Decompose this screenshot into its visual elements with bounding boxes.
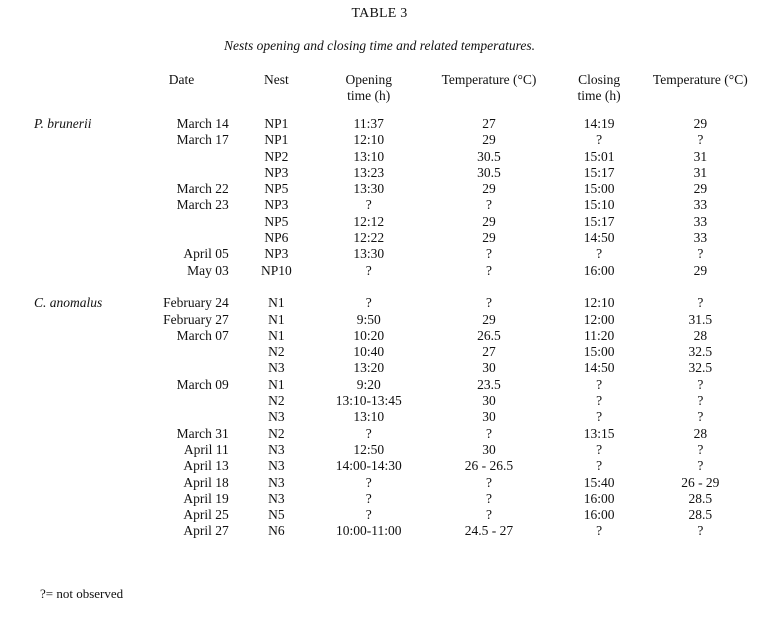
cell-temperature-close: ? bbox=[697, 458, 704, 474]
cell-closing-time: ? bbox=[596, 441, 603, 457]
cell-closing-time: 15:17 bbox=[583, 213, 615, 229]
header-temperature-close: Temperature (°C) bbox=[652, 72, 748, 87]
species-name bbox=[24, 230, 126, 246]
header-opening-line2: time (h) bbox=[347, 88, 391, 103]
species-name bbox=[24, 377, 126, 393]
cell-nest: N2 bbox=[268, 425, 285, 441]
cell-temperature-open: 26 - 26.5 bbox=[464, 458, 514, 474]
cell-nest: NP1 bbox=[264, 132, 289, 148]
cell-nest: NP10 bbox=[261, 262, 292, 278]
cell-nest: N1 bbox=[268, 295, 285, 311]
cell-opening-time: ? bbox=[365, 295, 372, 311]
cell-temperature-open: 29 bbox=[482, 213, 496, 229]
cell-opening-time: 14:00-14:30 bbox=[335, 458, 402, 474]
cell-closing-time: 12:10 bbox=[583, 295, 615, 311]
cell-date: April 19 bbox=[183, 490, 229, 506]
species-name bbox=[24, 344, 126, 360]
cell-opening-time: 12:12 bbox=[353, 213, 385, 229]
table-row bbox=[24, 230, 759, 246]
cell-closing-time: ? bbox=[596, 523, 603, 539]
cell-closing-time: ? bbox=[596, 376, 603, 392]
cell-temperature-open: ? bbox=[485, 246, 492, 262]
cell-date: March 31 bbox=[176, 425, 229, 441]
cell-opening-time: 12:22 bbox=[353, 230, 385, 246]
cell-temperature-close: 26 - 29 bbox=[681, 474, 720, 490]
cell-date bbox=[126, 344, 237, 360]
cell-date: March 22 bbox=[176, 181, 229, 197]
cell-temperature-close: ? bbox=[697, 409, 704, 425]
table-row bbox=[24, 523, 759, 539]
cell-date: March 14 bbox=[176, 116, 229, 131]
species-name bbox=[24, 507, 126, 523]
cell-closing-time: 15:00 bbox=[583, 344, 615, 360]
cell-opening-time: 13:10 bbox=[353, 409, 385, 425]
table-row bbox=[24, 377, 759, 393]
cell-opening-time: ? bbox=[365, 490, 372, 506]
cell-temperature-open: ? bbox=[485, 262, 492, 278]
header-closing-line2: time (h) bbox=[577, 88, 621, 103]
cell-opening-time: 11:37 bbox=[353, 116, 384, 131]
cell-closing-time: 11:20 bbox=[583, 327, 615, 343]
cell-temperature-close: ? bbox=[697, 393, 704, 409]
cell-date: March 07 bbox=[176, 327, 229, 343]
cell-nest: N3 bbox=[268, 441, 285, 457]
species-name bbox=[24, 214, 126, 230]
cell-opening-time: ? bbox=[365, 197, 372, 213]
table-row bbox=[24, 426, 759, 442]
cell-temperature-close: ? bbox=[697, 523, 704, 539]
cell-opening-time: 13:30 bbox=[353, 181, 385, 197]
table-row bbox=[24, 491, 759, 507]
cell-temperature-close: 29 bbox=[693, 181, 708, 197]
cell-nest: NP3 bbox=[264, 197, 289, 213]
cell-opening-time: ? bbox=[365, 507, 372, 523]
cell-opening-time: 9:20 bbox=[356, 376, 381, 392]
cell-opening-time: 10:20 bbox=[353, 327, 385, 343]
cell-temperature-close: 29 bbox=[693, 116, 708, 131]
species-name bbox=[24, 409, 126, 425]
cell-temperature-open: 27 bbox=[482, 344, 496, 360]
table-row bbox=[24, 165, 759, 181]
cell-date: May 03 bbox=[187, 262, 229, 278]
cell-date bbox=[126, 165, 237, 181]
cell-temperature-open: ? bbox=[485, 197, 492, 213]
cell-closing-time: 15:17 bbox=[583, 164, 615, 180]
species-name bbox=[24, 458, 126, 474]
table-row bbox=[24, 132, 759, 148]
table-row bbox=[24, 116, 759, 132]
cell-date: April 13 bbox=[183, 458, 229, 474]
cell-temperature-close: 33 bbox=[693, 230, 708, 246]
table-row bbox=[24, 442, 759, 458]
cell-temperature-open: ? bbox=[485, 507, 492, 523]
cell-opening-time: 12:10 bbox=[353, 132, 385, 148]
cell-temperature-open: 26.5 bbox=[477, 327, 501, 343]
cell-temperature-open: 29 bbox=[482, 181, 496, 197]
cell-closing-time: ? bbox=[596, 246, 603, 262]
cell-nest: NP5 bbox=[264, 181, 289, 197]
cell-closing-time: 15:10 bbox=[583, 197, 615, 213]
table-row bbox=[24, 214, 759, 230]
footnote: ?= not observed bbox=[40, 586, 124, 601]
species-name bbox=[24, 197, 126, 213]
header-closing-line1: Closing bbox=[578, 72, 621, 87]
data-table bbox=[24, 72, 759, 540]
cell-date: April 27 bbox=[183, 523, 229, 539]
cell-date: April 05 bbox=[183, 246, 229, 262]
table-row bbox=[24, 263, 759, 279]
table-title: TABLE 3 bbox=[351, 6, 408, 21]
cell-temperature-open: 30 bbox=[482, 409, 496, 425]
cell-nest: N3 bbox=[268, 409, 285, 425]
cell-nest: N2 bbox=[268, 344, 285, 360]
cell-nest: NP3 bbox=[264, 246, 289, 262]
cell-opening-time: 10:40 bbox=[353, 344, 385, 360]
cell-temperature-close: 31 bbox=[693, 164, 708, 180]
cell-opening-time: 9:50 bbox=[356, 311, 381, 327]
cell-opening-time: 13:20 bbox=[353, 360, 385, 376]
cell-temperature-open: ? bbox=[485, 425, 492, 441]
cell-date: March 17 bbox=[176, 132, 229, 148]
species-name bbox=[24, 132, 126, 148]
cell-date: March 23 bbox=[176, 197, 229, 213]
table-row bbox=[24, 246, 759, 262]
cell-closing-time: 15:01 bbox=[583, 148, 615, 164]
species-name bbox=[24, 328, 126, 344]
cell-closing-time: 14:50 bbox=[583, 230, 615, 246]
cell-nest: NP5 bbox=[264, 213, 289, 229]
species-name bbox=[24, 312, 126, 328]
table-row bbox=[24, 475, 759, 491]
group-spacer bbox=[24, 279, 759, 295]
cell-temperature-open: ? bbox=[485, 474, 492, 490]
cell-date bbox=[126, 214, 237, 230]
cell-temperature-close: 28 bbox=[693, 425, 708, 441]
header-closing-time bbox=[557, 72, 642, 116]
cell-nest: N3 bbox=[268, 490, 285, 506]
table-row bbox=[24, 458, 759, 474]
cell-closing-time: 13:15 bbox=[583, 425, 615, 441]
species-name bbox=[24, 475, 126, 491]
cell-date: April 11 bbox=[183, 441, 229, 457]
cell-date bbox=[126, 393, 237, 409]
cell-nest: N1 bbox=[268, 311, 285, 327]
cell-temperature-close: 28 bbox=[693, 327, 708, 343]
species-name bbox=[24, 360, 126, 376]
cell-temperature-open: 29 bbox=[482, 230, 496, 246]
cell-opening-time: ? bbox=[365, 474, 372, 490]
table-row bbox=[24, 393, 759, 409]
spacer-cell bbox=[24, 279, 759, 295]
header-row bbox=[24, 72, 759, 116]
species-name bbox=[24, 442, 126, 458]
cell-closing-time: 16:00 bbox=[583, 262, 615, 278]
table-row bbox=[24, 197, 759, 213]
species-name bbox=[24, 523, 126, 539]
cell-nest: NP6 bbox=[264, 230, 289, 246]
cell-temperature-open: 29 bbox=[482, 311, 496, 327]
cell-closing-time: 16:00 bbox=[583, 490, 615, 506]
cell-nest: NP3 bbox=[264, 164, 289, 180]
table-row bbox=[24, 409, 759, 425]
header-nest: Nest bbox=[264, 72, 289, 87]
cell-temperature-open: 23.5 bbox=[477, 376, 501, 392]
cell-nest: N3 bbox=[268, 474, 285, 490]
cell-nest: N1 bbox=[268, 327, 285, 343]
cell-temperature-close: 28.5 bbox=[688, 490, 713, 506]
species-name bbox=[24, 426, 126, 442]
cell-temperature-close: ? bbox=[697, 132, 704, 148]
cell-nest: N6 bbox=[268, 523, 285, 539]
cell-closing-time: 15:00 bbox=[583, 181, 615, 197]
cell-closing-time: ? bbox=[596, 458, 603, 474]
cell-temperature-close: 31 bbox=[693, 148, 708, 164]
cell-nest: N1 bbox=[268, 376, 285, 392]
cell-temperature-open: 30 bbox=[482, 441, 496, 457]
cell-temperature-close: 32.5 bbox=[688, 344, 713, 360]
cell-closing-time: 15:40 bbox=[583, 474, 615, 490]
cell-closing-time: 14:19 bbox=[583, 116, 615, 131]
cell-closing-time: 16:00 bbox=[583, 507, 615, 523]
cell-nest: NP2 bbox=[264, 148, 289, 164]
cell-temperature-close: ? bbox=[697, 246, 704, 262]
species-name bbox=[24, 263, 126, 279]
cell-temperature-close: ? bbox=[697, 295, 704, 311]
cell-temperature-close: 29 bbox=[693, 262, 708, 278]
cell-temperature-open: 29 bbox=[482, 132, 496, 148]
cell-date bbox=[126, 360, 237, 376]
table-row bbox=[24, 181, 759, 197]
species-name: P. brunerii bbox=[34, 116, 92, 131]
cell-opening-time: 13:10-13:45 bbox=[335, 393, 402, 409]
header-opening-line1: Opening bbox=[345, 72, 392, 87]
cell-nest: N5 bbox=[268, 507, 285, 523]
cell-opening-time: 12:50 bbox=[353, 441, 385, 457]
cell-temperature-open: 30.5 bbox=[477, 164, 501, 180]
cell-date: February 27 bbox=[163, 311, 229, 327]
cell-date: April 18 bbox=[183, 474, 229, 490]
cell-closing-time: 14:50 bbox=[583, 360, 615, 376]
cell-temperature-close: 31.5 bbox=[688, 311, 713, 327]
cell-temperature-close: ? bbox=[697, 441, 704, 457]
species-name bbox=[24, 393, 126, 409]
table-body bbox=[24, 116, 759, 540]
species-name bbox=[24, 149, 126, 165]
cell-opening-time: ? bbox=[365, 262, 372, 278]
header-temperature-open: Temperature (°C) bbox=[441, 72, 537, 87]
header-date: Date bbox=[168, 72, 195, 87]
table-row bbox=[24, 295, 759, 311]
cell-temperature-open: ? bbox=[485, 295, 492, 311]
cell-temperature-open: 27 bbox=[482, 116, 496, 131]
header-species bbox=[24, 72, 126, 116]
cell-temperature-close: 33 bbox=[693, 213, 708, 229]
table-row bbox=[24, 328, 759, 344]
cell-date bbox=[126, 409, 237, 425]
cell-nest: NP1 bbox=[264, 116, 289, 131]
cell-opening-time: 13:10 bbox=[353, 148, 385, 164]
cell-temperature-close: 33 bbox=[693, 197, 708, 213]
species-name bbox=[24, 491, 126, 507]
cell-temperature-close: 28.5 bbox=[688, 507, 713, 523]
cell-date bbox=[126, 149, 237, 165]
species-name bbox=[24, 181, 126, 197]
cell-temperature-close: ? bbox=[697, 376, 704, 392]
table-caption: Nests opening and closing time and related temperatures. bbox=[224, 38, 535, 53]
cell-opening-time: ? bbox=[365, 425, 372, 441]
cell-nest: N3 bbox=[268, 458, 285, 474]
cell-closing-time: ? bbox=[596, 393, 603, 409]
species-name: C. anomalus bbox=[34, 295, 103, 311]
cell-date: March 09 bbox=[176, 376, 229, 392]
cell-nest: N3 bbox=[268, 360, 285, 376]
cell-opening-time: 10:00-11:00 bbox=[335, 523, 402, 539]
cell-temperature-open: 30.5 bbox=[477, 148, 501, 164]
table-row bbox=[24, 312, 759, 328]
cell-temperature-close: 32.5 bbox=[688, 360, 713, 376]
cell-temperature-open: 30 bbox=[482, 393, 496, 409]
species-name bbox=[24, 165, 126, 181]
cell-nest: N2 bbox=[268, 393, 285, 409]
header-opening-time bbox=[316, 72, 421, 116]
cell-closing-time: ? bbox=[596, 409, 603, 425]
cell-temperature-open: ? bbox=[485, 490, 492, 506]
cell-temperature-open: 30 bbox=[482, 360, 496, 376]
cell-date: February 24 bbox=[163, 295, 229, 311]
cell-date bbox=[126, 230, 237, 246]
cell-opening-time: 13:30 bbox=[353, 246, 385, 262]
species-name bbox=[24, 246, 126, 262]
table-row bbox=[24, 360, 759, 376]
cell-closing-time: 12:00 bbox=[583, 311, 615, 327]
cell-opening-time: 13:23 bbox=[353, 164, 385, 180]
table-row bbox=[24, 507, 759, 523]
table-row bbox=[24, 149, 759, 165]
cell-temperature-open: 24.5 - 27 bbox=[464, 523, 514, 539]
table-row bbox=[24, 344, 759, 360]
cell-closing-time: ? bbox=[596, 132, 603, 148]
cell-date: April 25 bbox=[183, 507, 229, 523]
